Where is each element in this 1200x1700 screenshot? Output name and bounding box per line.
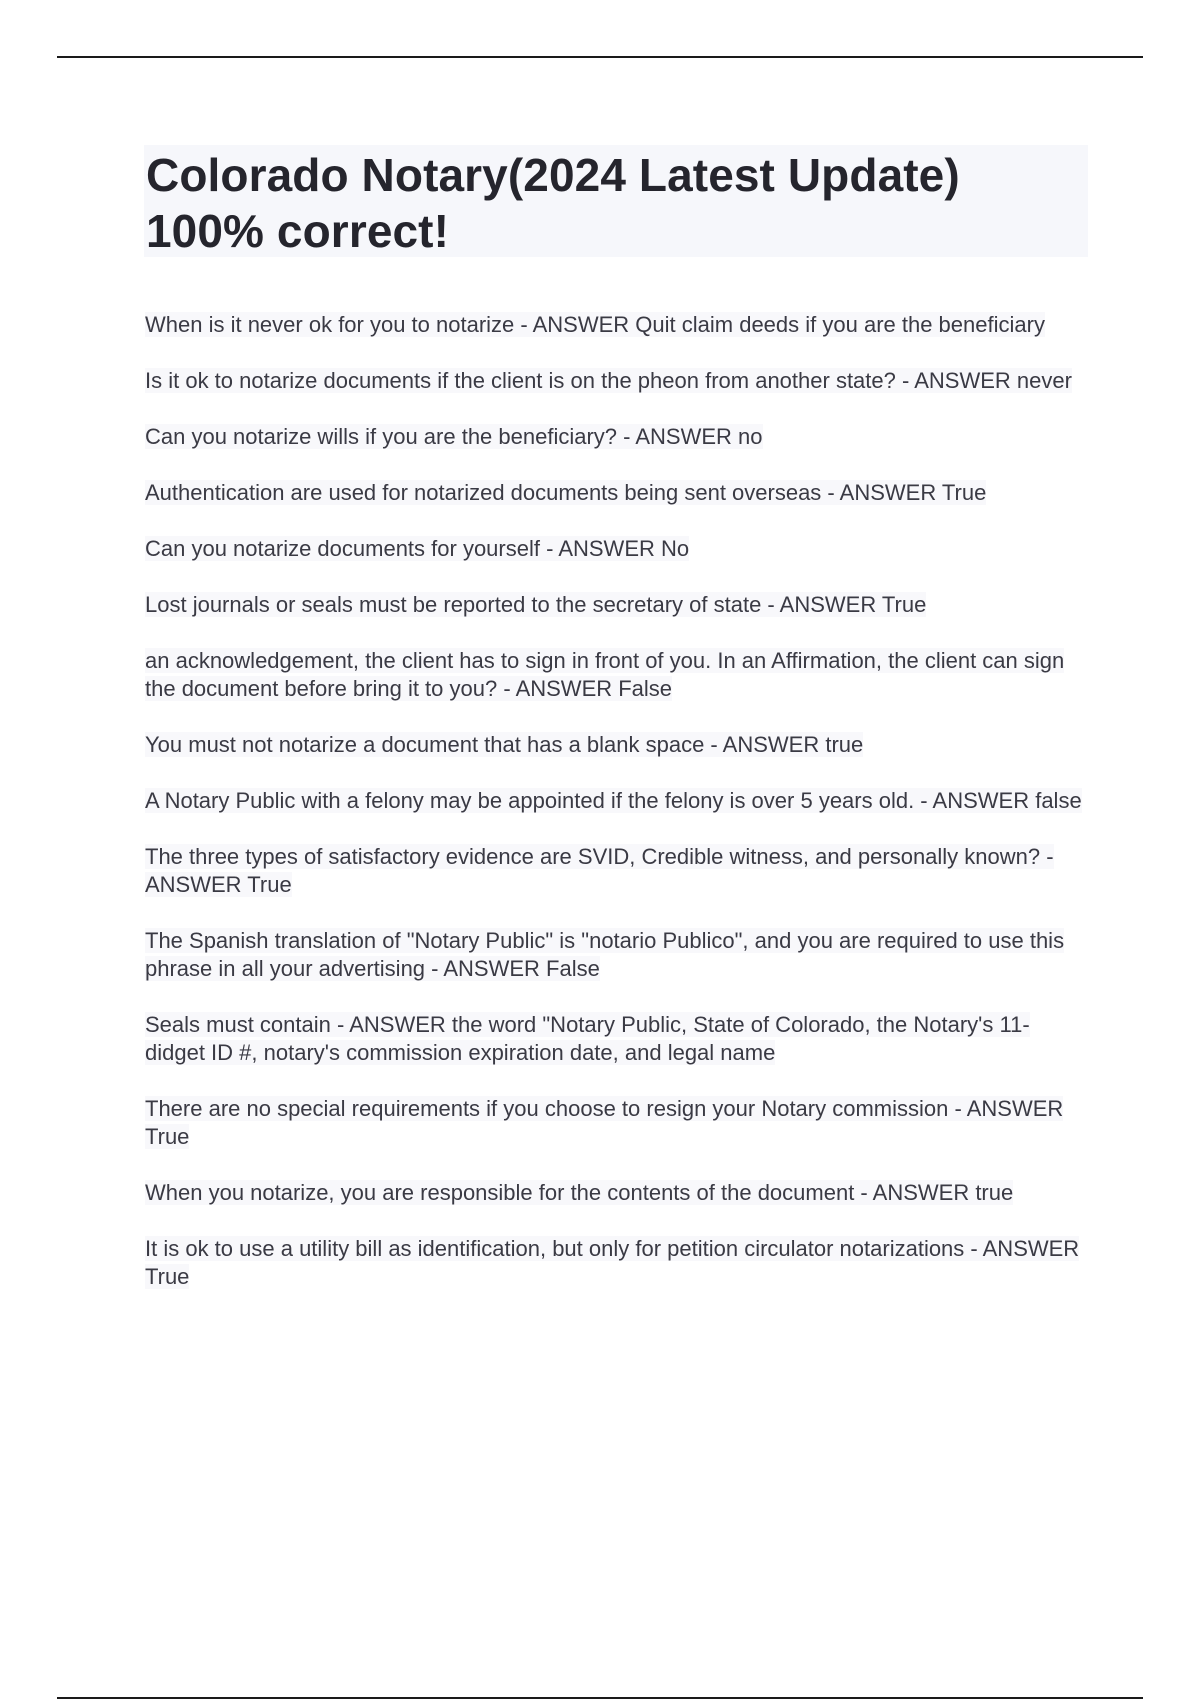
qa-item bbox=[145, 1179, 1085, 1207]
qa-text: Seals must contain - ANSWER the word "Notary Public, State of Colorado, the Notary's 11-didget ID #, notary's commission expiration date, and legal name bbox=[145, 1012, 1030, 1065]
qa-item bbox=[145, 787, 1085, 815]
qa-text: Can you notarize documents for yourself - ANSWER No bbox=[145, 536, 690, 561]
qa-item bbox=[145, 1011, 1085, 1067]
qa-item bbox=[145, 591, 1085, 619]
qa-text: When is it never ok for you to notarize - ANSWER Quit claim deeds if you are the beneficiary bbox=[145, 312, 1045, 337]
qa-item bbox=[145, 647, 1085, 703]
qa-item bbox=[145, 311, 1085, 339]
qa-text: Lost journals or seals must be reported to the secretary of state - ANSWER True bbox=[145, 592, 927, 617]
title-block bbox=[144, 145, 1088, 257]
top-divider bbox=[57, 56, 1143, 58]
qa-text: It is ok to use a utility bill as identification, but only for petition circulator notarizations - ANSWER True bbox=[145, 1236, 1080, 1289]
qa-text: When you notarize, you are responsible for the contents of the document - ANSWER true bbox=[145, 1180, 1014, 1205]
qa-item bbox=[145, 479, 1085, 507]
qa-item bbox=[145, 367, 1085, 395]
qa-item bbox=[145, 1095, 1085, 1151]
qa-text: You must not notarize a document that has a blank space - ANSWER true bbox=[145, 732, 864, 757]
qa-text: an acknowledgement, the client has to sign in front of you. In an Affirmation, the client can sign the document before bring it to you? - ANSWER False bbox=[145, 648, 1065, 701]
qa-text: There are no special requirements if you choose to resign your Notary commission - ANSWER True bbox=[145, 1096, 1064, 1149]
bottom-divider bbox=[57, 1697, 1143, 1699]
qa-item bbox=[145, 927, 1085, 983]
qa-text: The Spanish translation of "Notary Public" is "notario Publico", and you are required to use this phrase in all your advertising - ANSWER False bbox=[145, 928, 1065, 981]
qa-item bbox=[145, 843, 1085, 899]
qa-text: Authentication are used for notarized documents being sent overseas - ANSWER True bbox=[145, 480, 987, 505]
qa-item bbox=[145, 1235, 1085, 1291]
qa-text: Is it ok to notarize documents if the client is on the pheon from another state? - ANSWER never bbox=[145, 368, 1072, 393]
qa-list bbox=[145, 311, 1085, 1319]
qa-item bbox=[145, 731, 1085, 759]
document-title: Colorado Notary(2024 Latest Update) 100% correct! bbox=[146, 149, 960, 257]
qa-item bbox=[145, 423, 1085, 451]
qa-text: A Notary Public with a felony may be appointed if the felony is over 5 years old. - ANSWER false bbox=[145, 788, 1082, 813]
qa-item bbox=[145, 535, 1085, 563]
qa-text: Can you notarize wills if you are the beneficiary? - ANSWER no bbox=[145, 424, 763, 449]
qa-text: The three types of satisfactory evidence are SVID, Credible witness, and personally known? - ANSWER True bbox=[145, 844, 1054, 897]
